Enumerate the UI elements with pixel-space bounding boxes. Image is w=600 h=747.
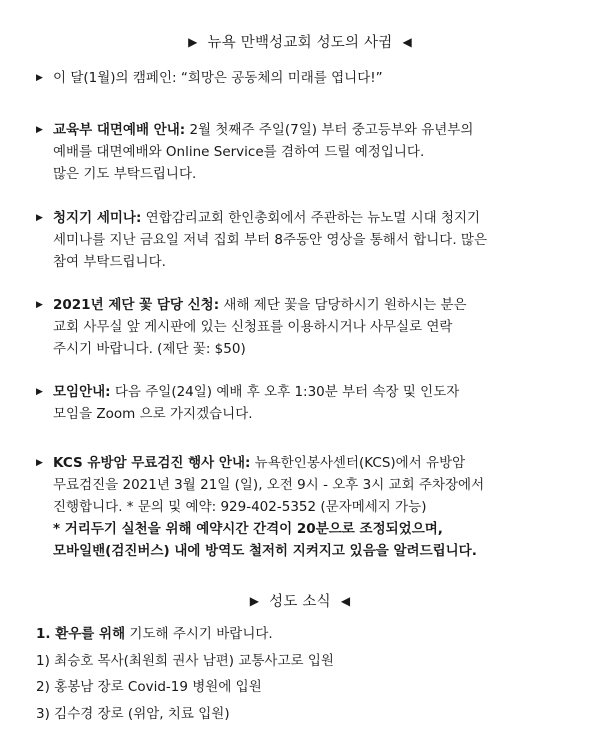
bullet-icon: ▶ xyxy=(36,125,43,135)
announcement-line: 세미나를 지난 금요일 저녁 집회 부터 8주동안 영상을 통해서 합니다. 많은 xyxy=(53,232,487,248)
triangle-right-icon: ▶ xyxy=(188,35,198,49)
bullet-icon: ▶ xyxy=(36,458,43,468)
news-item: 2) 홍봉남 장로 Covid-19 병원에 입원 xyxy=(36,679,262,695)
announcement-line: 이 달(1월)의 캠페인: “희망은 공동체의 미래를 엽니다!” xyxy=(53,70,383,86)
bullet-icon: ▶ xyxy=(36,387,43,397)
announcement-line: 모바일밴(검진버스) 내에 방역도 철저히 지켜지고 있음을 알려드립니다. xyxy=(53,543,477,559)
bullet-icon: ▶ xyxy=(36,73,43,83)
announcement-line: 주시기 바랍니다. (제단 꽃: $50) xyxy=(53,341,246,357)
announcement-seminar xyxy=(36,207,576,273)
section-title-text: 뉴욕 만백성교회 성도의 사귐 xyxy=(207,35,393,51)
announcement-campaign xyxy=(36,67,576,89)
news-intro: 1. 환우를 위해 기도해 주시기 바랍니다. xyxy=(36,626,273,642)
triangle-right-icon: ▶ xyxy=(249,594,260,608)
announcement-kcs-screening xyxy=(36,452,576,562)
section-title-news xyxy=(0,590,600,611)
announcement-line: 모임안내: 다음 주일(24일) 예배 후 오후 1:30분 부터 속장 및 인도자 xyxy=(53,384,460,400)
announcement-meeting xyxy=(36,381,576,425)
announcement-line: 무료검진을 2021년 3월 21일 (일), 오전 9시 - 오후 3시 교회 주차장에서 xyxy=(53,477,485,493)
announcement-line: KCS 유방암 무료검진 행사 안내: 뉴욕한인봉사센터(KCS)에서 유방암 xyxy=(53,455,466,471)
bullet-icon: ▶ xyxy=(36,213,43,223)
section-title-fellowship xyxy=(0,31,600,52)
announcement-line: 진행합니다. * 문의 및 예약: 929-402-5352 (문자메세지 가능) xyxy=(53,499,427,515)
announcement-altar-flowers xyxy=(36,294,576,360)
announcement-worship xyxy=(36,119,576,185)
announcement-line: 예배를 대면예배와 Online Service를 겸하여 드릴 예정입니다. xyxy=(53,144,425,160)
news-list xyxy=(36,623,576,729)
announcement-line: 모임을 Zoom 으로 가지겠습니다. xyxy=(53,406,253,422)
announcement-line: 청지기 세미나: 연합감리교회 한인총회에서 주관하는 뉴노멀 시대 청지기 xyxy=(53,210,481,226)
news-item: 3) 김수경 장로 (위암, 치료 입원) xyxy=(36,705,230,722)
announcement-line: 많은 기도 부탁드립니다. xyxy=(53,166,197,182)
announcement-line: 교육부 대면예배 안내: 2월 첫째주 주일(7일) 부터 중고등부와 유년부의 xyxy=(53,122,474,138)
announcement-line: * 거리두기 실천을 위해 예약시간 간격이 20분으로 조정되었으며, xyxy=(53,521,443,537)
bullet-icon: ▶ xyxy=(36,300,43,310)
announcement-line: 참여 부탁드립니다. xyxy=(53,254,166,270)
section-title-text: 성도 소식 xyxy=(269,594,331,610)
announcement-line: 2021년 제단 꽃 담당 신청: 새해 제단 꽃을 담당하시기 원하시는 분은 xyxy=(53,297,467,313)
news-item: 1) 최승호 목사(최원희 권사 남편) 교통사고로 입원 xyxy=(36,652,334,669)
announcement-line: 교회 사무실 앞 게시판에 있는 신청표를 이용하시거나 사무실로 연락 xyxy=(53,319,453,335)
triangle-left-icon: ◀ xyxy=(340,594,351,608)
triangle-left-icon: ◀ xyxy=(402,35,412,49)
